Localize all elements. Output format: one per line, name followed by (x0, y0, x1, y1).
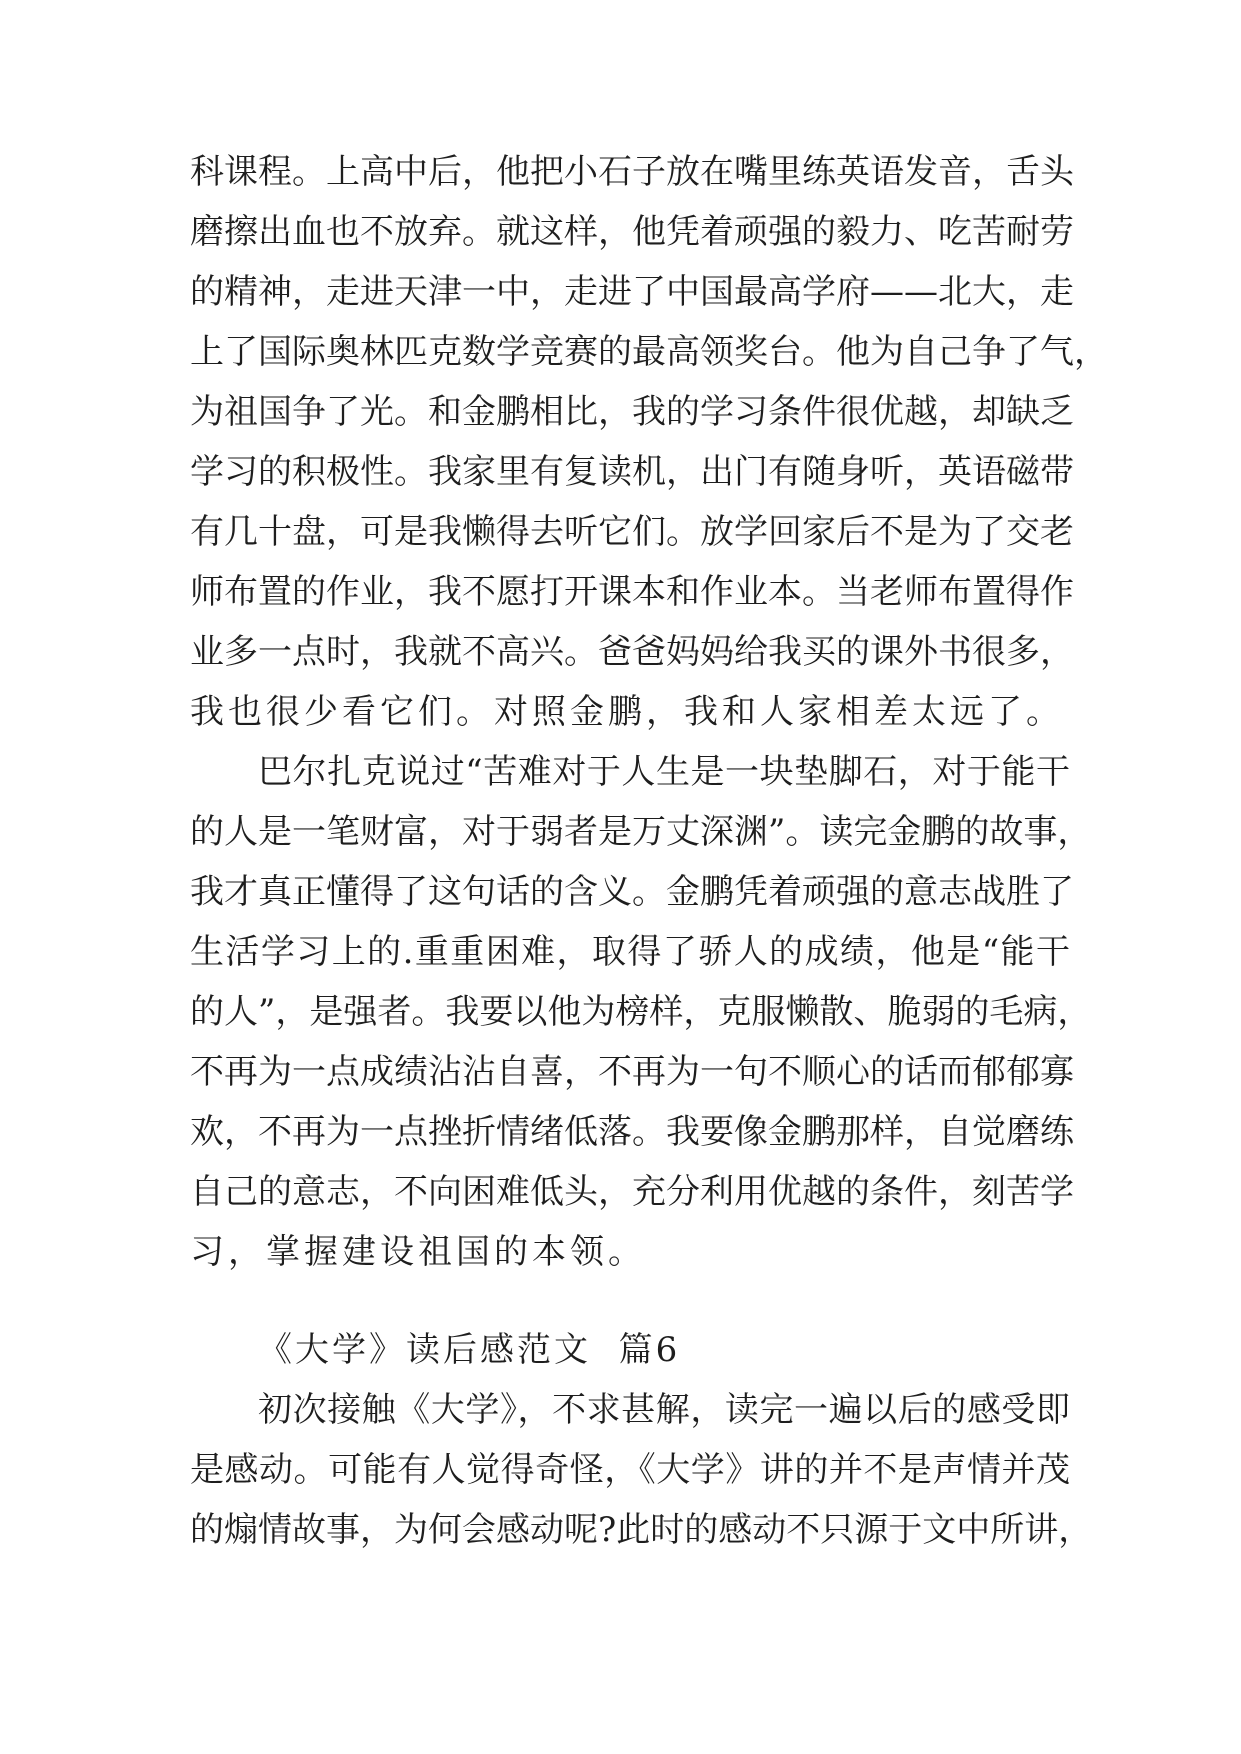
paragraph-1-line-1: 科课程。上高中后，他把小石子放在嘴里练英语发音，舌头 (190, 152, 1074, 192)
paragraph-3-line-2: 是感动。可能有人觉得奇怪，《大学》讲的并不是声情并茂 (190, 1450, 1070, 1490)
paragraph-2-line-5: 的人”，是强者。我要以他为榜样，克服懒散、脆弱的毛病， (190, 992, 1092, 1032)
paragraph-2-line-1: 巴尔扎克说过“苦难对于人生是一块垫脚石，对于能干 (258, 752, 1070, 792)
paragraph-1-line-3: 的精神，走进天津一中，走进了中国最高学府——北大，走 (190, 272, 1074, 312)
paragraph-1-line-5: 为祖国争了光。和金鹏相比，我的学习条件很优越，却缺乏 (190, 392, 1074, 432)
paragraph-2-line-8: 自己的意志，不向困难低头，充分利用优越的条件，刻苦学 (190, 1172, 1074, 1212)
paragraph-1-line-10: 我也很少看它们。对照金鹏，我和人家相差太远了。 (190, 692, 1064, 732)
paragraph-2-line-9: 习，掌握建设祖国的本领。 (190, 1232, 646, 1272)
paragraph-2-line-7: 欢，不再为一点挫折情绪低落。我要像金鹏那样，自觉磨练 (190, 1112, 1074, 1152)
paragraph-2-line-3: 我才真正懂得了这句话的含义。金鹏凭着顽强的意志战胜了 (190, 872, 1074, 912)
paragraph-1-line-4: 上了国际奥林匹克数学竞赛的最高领奖台。他为自己争了气， (190, 332, 1108, 372)
paragraph-1-line-8: 师布置的作业，我不愿打开课本和作业本。当老师布置得作 (190, 572, 1074, 612)
paragraph-1-line-6: 学习的积极性。我家里有复读机，出门有随身听，英语磁带 (190, 452, 1074, 492)
paragraph-2-line-2: 的人是一笔财富，对于弱者是万丈深渊”。读完金鹏的故事， (190, 812, 1092, 852)
paragraph-1-line-7: 有几十盘，可是我懒得去听它们。放学回家后不是为了交老 (190, 512, 1074, 552)
paragraph-2-line-6: 不再为一点成绩沾沾自喜，不再为一句不顺心的话而郁郁寡 (190, 1052, 1074, 1092)
paragraph-1-line-2: 磨擦出血也不放弃。就这样，他凭着顽强的毅力、吃苦耐劳 (190, 212, 1074, 252)
paragraph-3-line-1: 初次接触《大学》，不求甚解，读完一遍以后的感受即 (258, 1390, 1070, 1430)
paragraph-2-line-4: 生活学习上的.重重困难，取得了骄人的成绩，他是“能干 (190, 932, 1070, 972)
paragraph-3-line-3: 的煽情故事，为何会感动呢?此时的感动不只源于文中所讲， (190, 1510, 1093, 1550)
section-heading: 《大学》读后感范文 篇6 (258, 1330, 681, 1370)
paragraph-1-line-9: 业多一点时，我就不高兴。爸爸妈妈给我买的课外书很多， (190, 632, 1074, 672)
